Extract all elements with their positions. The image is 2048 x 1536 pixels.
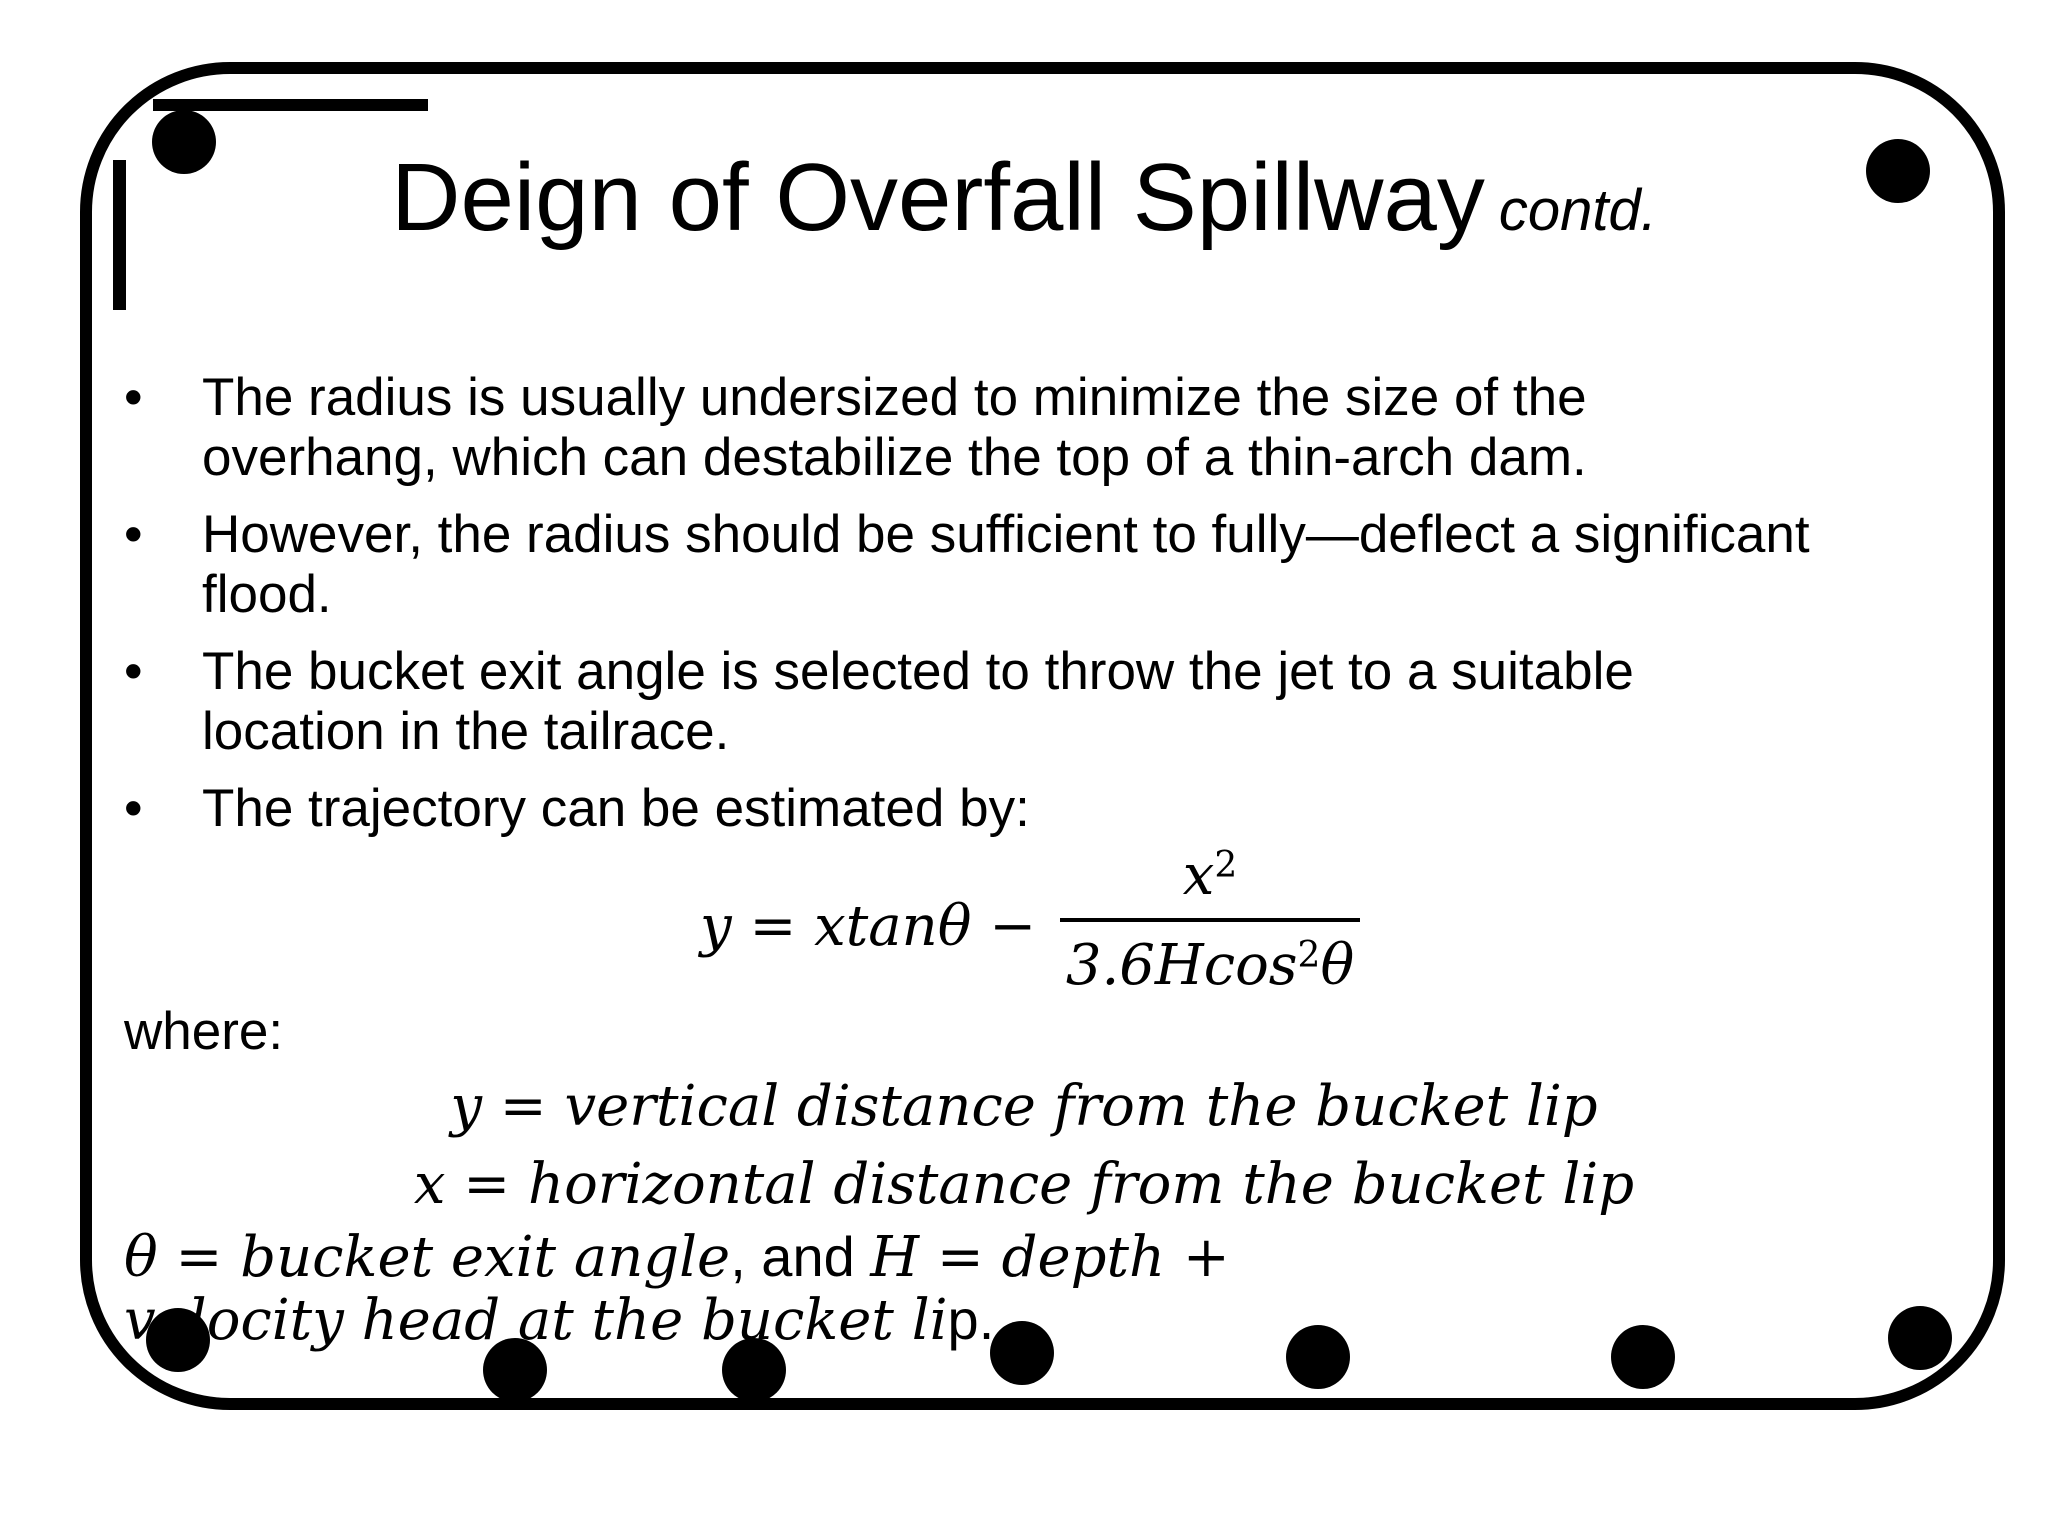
fraction-bar [1060,918,1360,922]
numerator-exponent: 2 [1214,845,1238,886]
title-text: Deign of Overfall Spillway [391,144,1485,251]
decorative-dot [1611,1325,1675,1389]
bullet-marker: • [124,368,143,427]
bullet-item [124,642,1824,762]
definition-h: H = depth + velocity head at the bucket li [124,1225,1230,1353]
trajectory-formula [700,842,1360,1002]
bullet-item [124,368,1824,488]
formula-lhs: y = xtanθ − [700,894,1037,959]
formula-fraction [1060,842,1360,1000]
formula-denominator [1060,932,1360,1000]
definition-and: , and [730,1225,871,1288]
decorative-dot [1888,1306,1952,1370]
bullet-marker: • [124,642,143,701]
definition-theta: θ = bucket exit angle [124,1225,731,1290]
where-label: where: [124,1002,284,1061]
slide-title [0,138,2048,271]
bullet-text: The trajectory can be estimated by: [202,779,1030,838]
bullet-text: The bucket exit angle is selected to throw the jet to a suitable location in the tailrace. [202,642,1634,761]
corner-accent-horizontal [153,99,428,111]
definition-h-end: p. [947,1288,995,1351]
denominator-part: 3.6Hcos [1065,933,1298,998]
bullet-text: However, the radius should be sufficient to fully—deflect a significant flood. [202,505,1810,624]
definition-theta-h [124,1226,1384,1352]
numerator-base: x [1182,843,1215,908]
definition-x: x = horizontal distance from the bucket lip [413,1152,1635,1217]
definition-y: y = vertical distance from the bucket lip [450,1074,1598,1139]
title-suffix: contd. [1498,178,1657,243]
bullet-marker: • [124,779,143,838]
bullet-item [124,779,1824,839]
bullet-item [124,505,1824,625]
bullet-marker: • [124,505,143,564]
bullet-list [124,368,1824,856]
formula-numerator [1060,842,1360,910]
bullet-text: The radius is usually undersized to minimize the size of the overhang, which can destabilize the top of a thin-arch dam. [202,368,1587,487]
denominator-exponent: 2 [1297,935,1321,976]
denominator-theta: θ [1320,933,1355,998]
